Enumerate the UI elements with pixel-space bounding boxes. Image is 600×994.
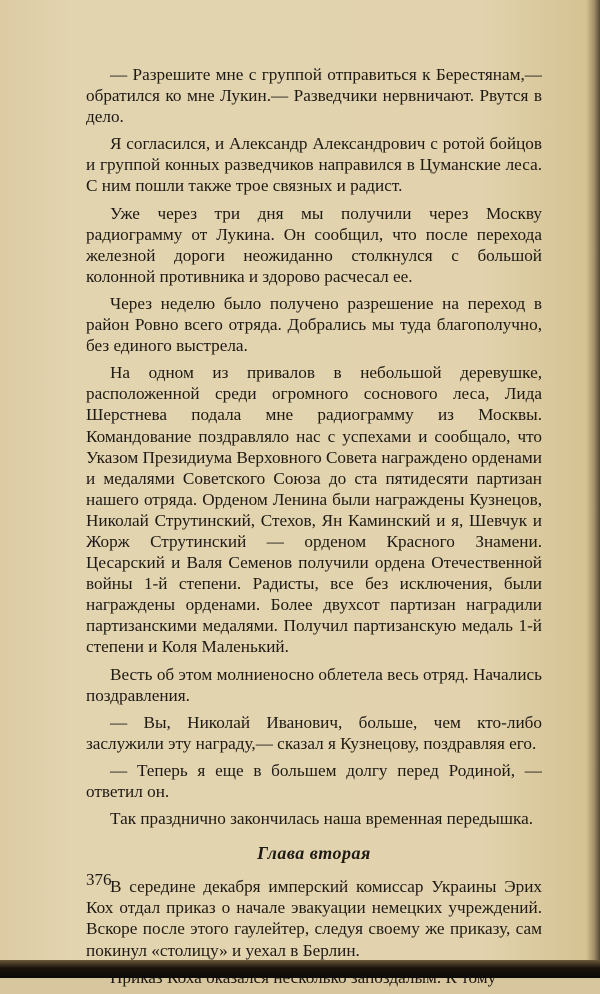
- page-edge-shadow: [586, 0, 600, 978]
- paragraph-3: Уже через три дня мы получили через Москву радиограмму от Лукина. Он сообщил, что после перехода железной дороги неожиданно столкнулся с большой колонной противника и здорово расчесал ее.: [86, 203, 542, 286]
- paragraph-10: В середине декабря имперский комиссар Украины Эрих Кох отдал приказ о начале эвакуации немецких учреждений. Вскоре после этого гаулейтер, следуя своему же приказу, сам покинул «столицу» и уехал в Берлин.: [86, 877, 542, 960]
- page-text-block: [86, 64, 542, 994]
- paragraph-7: — Вы, Николай Иванович, больше, чем кто-либо заслужили эту награду,— сказал я Кузнецову, поздравляя его.: [86, 712, 542, 753]
- paragraph-9: Так празднично закончилась наша временная передышка.: [110, 809, 534, 829]
- paragraph-5: На одном из привалов в небольшой деревушке, расположенной среди огромного соснового леса, Лида Шерстнева подала мне радиограмму из Москвы. Командование поздравляло нас с успехами и сообщало, что Указом Президиума Верховного Совета награждено орденами и медалями Советского Союза до ста пятидесяти партизан нашего отряда. Орденом Ленина были награждены Кузнецов, Николай Струтинский, Стехов, Ян Каминский и я, Шевчук и Жорж Струтинский — орденом Красного Знамени. Цесарский и Валя Семенов получили ордена Отечественной войны 1-й степени. Радисты, все без исключения, были награждены орденами. Более двухсот партизан наградили партизанскими медалями. Получил партизанскую медаль 1-й степени и Коля Маленький.: [86, 363, 542, 657]
- paragraph-1: — Разрешите мне с группой отправиться к Берестянам,— обратился ко мне Лукин.— Разведчики нервничают. Рвутся в дело.: [86, 65, 542, 127]
- paragraph-8: — Теперь я еще в большем долгу перед Родиной, — ответил он.: [86, 760, 542, 801]
- scan-bottom-border: [0, 960, 600, 978]
- paragraph-6: Весть об этом молниеносно облетела весь отряд. Начались поздравления.: [86, 664, 542, 705]
- chapter-title: Глава вторая: [257, 843, 371, 864]
- page-number: 376: [86, 870, 112, 889]
- paragraph-2: Я согласился, и Александр Александрович с ротой бойцов и группой конных разведчиков направился в Цуманские леса. С ним пошли также трое связных и радист.: [86, 134, 542, 196]
- paragraph-4: Через неделю было получено разрешение на переход в район Ровно всего отряда. Добрались мы туда благополучно, без единого выстрела.: [86, 293, 542, 356]
